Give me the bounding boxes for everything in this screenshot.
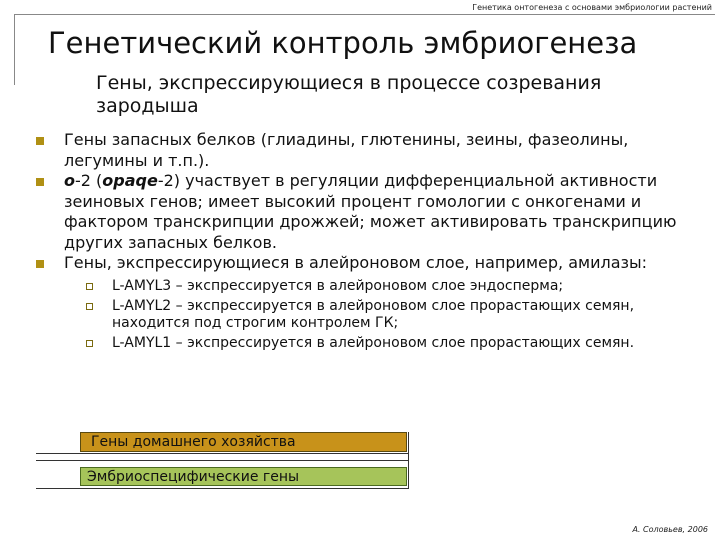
bullet-text-part: -2) участвует в регуляции дифференциальной активности зеиновых генов; имеет высокий процент гомологии с онкогенами и фактором транскрипции дрожжей; может активировать транскрипцию других запасных белков. xyxy=(64,171,677,252)
timeline-divider xyxy=(36,453,409,454)
square-bullet-icon xyxy=(36,260,44,268)
embryo-specific-genes-bar: Эмбриоспецифические гены xyxy=(80,467,407,486)
bullet-list xyxy=(36,130,708,355)
bullet-storage-proteins xyxy=(36,130,708,171)
subbullet-text: L-AMYL1 – экспрессируется в алейроновом слое прорастающих семян. xyxy=(112,334,635,351)
bullet-aleurone-genes xyxy=(36,253,708,352)
subbullet-amyl2 xyxy=(64,298,708,332)
square-bullet-icon xyxy=(36,178,44,186)
amylase-sublist xyxy=(64,278,708,352)
slide-title: Генетический контроль эмбриогенеза xyxy=(48,26,638,60)
course-header-note: Генетика онтогенеза с основами эмбриологии растений xyxy=(472,3,712,12)
gene-name-o: o xyxy=(64,171,75,190)
subbullet-text: L-AMYL2 – экспрессируется в алейроновом слое прорастающих семян, находится под строгим контролем ГК; xyxy=(112,297,635,331)
author-footer: А. Соловьев, 2006 xyxy=(632,525,708,534)
bullet-opaque2 xyxy=(36,171,708,253)
bullet-text: Гены, экспрессирующиеся в алейроновом слое, например, амилазы: xyxy=(64,253,648,272)
housekeeping-genes-bar: Гены домашнего хозяйства xyxy=(80,432,407,452)
timeline-end-line xyxy=(408,432,409,489)
hollow-square-bullet-icon xyxy=(86,340,93,347)
timeline-divider xyxy=(36,460,409,461)
hollow-square-bullet-icon xyxy=(86,283,93,290)
hollow-square-bullet-icon xyxy=(86,303,93,310)
bullet-text-part: -2 ( xyxy=(75,171,103,190)
timeline-divider xyxy=(36,488,409,489)
subbullet-amyl1 xyxy=(64,335,708,352)
subbullet-amyl3 xyxy=(64,278,708,295)
square-bullet-icon xyxy=(36,137,44,145)
slide-subtitle: Гены, экспрессирующиеся в процессе созревания зародыша xyxy=(96,72,602,117)
bullet-text: Гены запасных белков (глиадины, глютенины, зеины, фазеолины, легумины и т.п.). xyxy=(64,130,629,170)
gene-name-opaqe: opaqe xyxy=(102,171,158,190)
subbullet-text: L-AMYL3 – экспрессируется в алейроновом слое эндосперма; xyxy=(112,277,564,294)
